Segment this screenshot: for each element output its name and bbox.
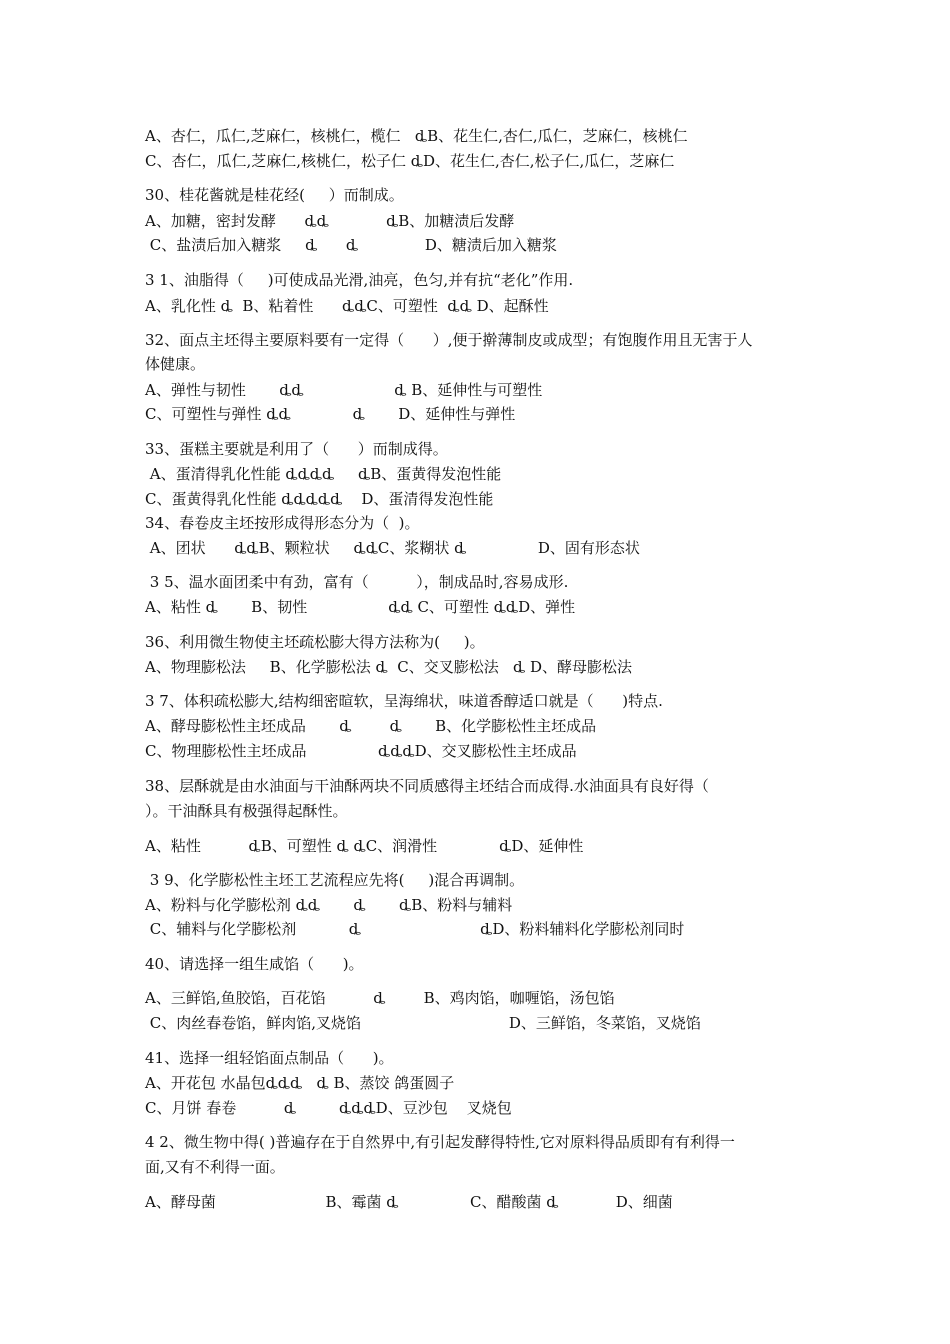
text-line: 3 5、温水面团柔中有劲，富有（ ），制成品时,容易成形.: [145, 573, 569, 591]
text-line: 40、请选择一组生咸馅（ )。: [145, 955, 364, 973]
text-line: A、粉料与化学膨松剂 ȡȡ ȡ ȡB、粉料与辅料: [145, 896, 513, 914]
text-line: A、团状 ȡȡB、颗粒状 ȡȡC、浆糊状 ȡ D、固有形态状: [145, 539, 640, 557]
text-line: A、杏仁，瓜仁,芝麻仁，核桃仁，榄仁 ȡB、花生仁,杏仁,瓜仁，芝麻仁，核桃仁: [145, 127, 688, 145]
text-line: 32、面点主坯得主要原料要有一定得（ ）,便于擀薄制皮或成型；有饱腹作用且无害于人: [145, 331, 753, 349]
text-line: C、蛋黄得乳化性能 ȡȡȡȡȡ D、蛋清得发泡性能: [145, 490, 494, 508]
text-line: 36、利用微生物使主坯疏松膨大得方法称为( )。: [145, 633, 485, 651]
text-line: 34、春卷皮主坯按形成得形态分为（ )。: [145, 514, 420, 532]
text-line: C、可塑性与弹性 ȡȡ ȡ D、延伸性与弹性: [145, 405, 516, 423]
text-line: 38、层酥就是由水油面与干油酥两块不同质感得主坯结合而成得.水油面具有良好得（: [145, 777, 709, 795]
text-line: ）。干油酥具有极强得起酥性。: [145, 802, 348, 820]
text-line: A、粘性 ȡ B、韧性 ȡȡ C、可塑性 ȡȡD、弹性: [145, 598, 576, 616]
text-line: C、辅料与化学膨松剂 ȡ ȡD、粉料辅料化学膨松剂同时: [145, 920, 685, 938]
text-line: 33、蛋糕主要就是利用了（ ）而制成得。: [145, 440, 448, 458]
text-line: 3 9、化学膨松性主坯工艺流程应先将( )混合再调制。: [145, 871, 525, 889]
text-line: A、弹性与韧性 ȡȡ ȡ B、延伸性与可塑性: [145, 381, 543, 399]
text-line: A、开花包 水晶包ȡȡȡ ȡ B、蒸饺 鸽蛋圆子: [145, 1074, 455, 1092]
text-line: C、盐渍后加入糖浆 ȡ ȡ D、糖渍后加入糖浆: [145, 236, 557, 254]
text-line: C、月饼 春卷 ȡ ȡȡȡD、豆沙包 叉烧包: [145, 1099, 512, 1117]
text-line: A、酵母膨松性主坯成品 ȡ ȡ B、化学膨松性主坯成品: [145, 717, 597, 735]
text-line: A、酵母菌 B、霉菌 ȡ C、醋酸菌 ȡ D、细菌: [145, 1193, 673, 1211]
text-line: 4 2、微生物中得( )普遍存在于自然界中,有引起发酵得特性,它对原料得品质即有有利得一: [145, 1133, 735, 1151]
text-line: A、粘性 ȡB、可塑性 ȡ ȡC、润滑性 ȡD、延伸性: [145, 837, 584, 855]
text-line: C、肉丝春卷馅，鲜肉馅,叉烧馅 D、三鲜馅，冬菜馅，叉烧馅: [145, 1014, 701, 1032]
text-line: 面,又有不利得一面。: [145, 1158, 285, 1176]
text-line: 3 1、油脂得（ )可使成品光滑,油亮，色匀,并有抗“老化”作用.: [145, 271, 574, 289]
text-line: A、物理膨松法 B、化学膨松法 ȡ C、交叉膨松法 ȡ D、酵母膨松法: [145, 658, 632, 676]
text-line: A、加糖，密封发酵 ȡȡ ȡB、加糖渍后发酵: [145, 212, 515, 230]
text-line: A、蛋清得乳化性能 ȡȡȡȡ ȡB、蛋黄得发泡性能: [145, 465, 502, 483]
text-line: A、乳化性 ȡ B、粘着性 ȡȡC、可塑性 ȡȡ D、起酥性: [145, 297, 549, 315]
text-line: A、三鲜馅,鱼胶馅，百花馅 ȡ B、鸡肉馅，咖喱馅，汤包馅: [145, 989, 615, 1007]
text-line: 3 7、体积疏松膨大,结构细密暄软，呈海绵状，味道香醇适口就是（ )特点.: [145, 692, 663, 710]
text-line: 41、选择一组轻馅面点制品（ )。: [145, 1049, 394, 1067]
text-line: 体健康。: [145, 355, 206, 373]
text-line: C、物理膨松性主坯成品 ȡȡȡD、交叉膨松性主坯成品: [145, 742, 577, 760]
text-line: C、杏仁，瓜仁,芝麻仁,核桃仁，松子仁 ȡD、花生仁,杏仁,松子仁,瓜仁，芝麻仁: [145, 152, 675, 170]
text-line: 30、桂花酱就是桂花经( ）而制成。: [145, 186, 404, 204]
